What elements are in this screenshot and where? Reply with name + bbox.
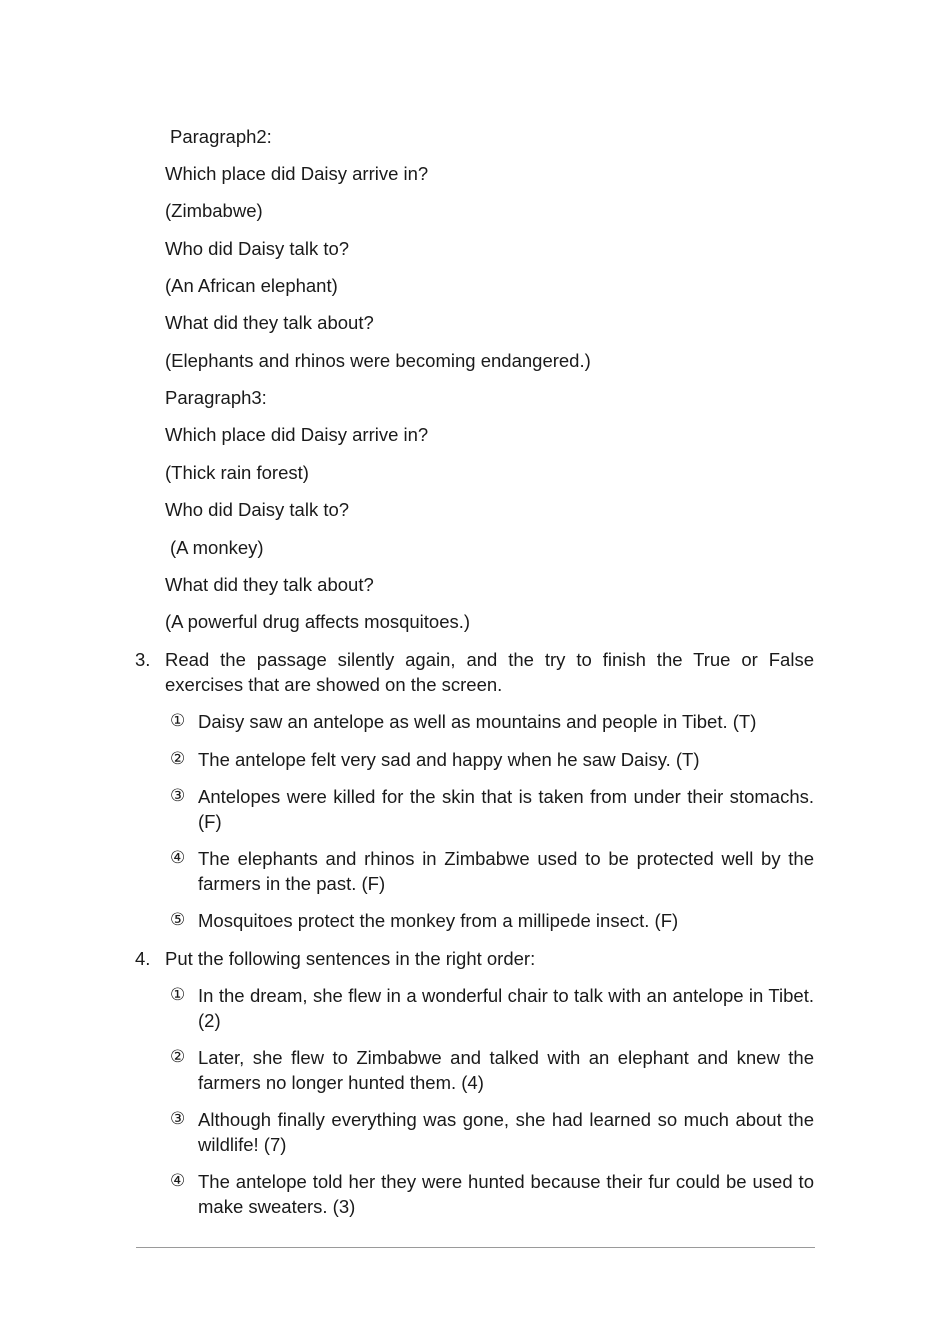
- order-item-2: [170, 1045, 814, 1095]
- sub-item-text: Although finally everything was gone, she had learned so much about the wildlife! (7): [198, 1109, 814, 1155]
- sub-item-text: The antelope felt very sad and happy when he saw Daisy. (T): [198, 749, 700, 770]
- list-item-4: [135, 946, 814, 971]
- true-false-item-2: [170, 747, 814, 772]
- sub-item-text: Mosquitoes protect the monkey from a millipede insect. (F): [198, 910, 679, 931]
- paragraph3-question-place: Which place did Daisy arrive in?: [165, 424, 429, 445]
- paragraph2-answer-place: (Zimbabwe): [165, 200, 263, 221]
- paragraph3-answer-place: (Thick rain forest): [165, 462, 309, 483]
- paragraph3-question-talk: What did they talk about?: [165, 574, 374, 595]
- list-number: 3.: [135, 649, 151, 670]
- list-item-text: Read the passage silently again, and the try to finish the True or False exercises that are showed on the screen.: [165, 649, 814, 695]
- list-item-text: Put the following sentences in the right order:: [165, 948, 536, 969]
- circled-number-icon: ④: [170, 848, 186, 868]
- paragraph3-heading: Paragraph3:: [165, 387, 267, 408]
- paragraph2-heading: Paragraph2:: [170, 126, 272, 147]
- order-item-1: [170, 983, 814, 1033]
- paragraph3-question-who: Who did Daisy talk to?: [165, 499, 350, 520]
- circled-number-icon: ③: [170, 1109, 186, 1129]
- true-false-item-5: [170, 908, 814, 933]
- paragraph2-answer-who: (An African elephant): [165, 275, 338, 296]
- circled-number-icon: ①: [170, 711, 186, 731]
- paragraph3-answer-who: (A monkey): [170, 537, 264, 558]
- list-number: 4.: [135, 948, 151, 969]
- sub-item-text: Daisy saw an antelope as well as mountains and people in Tibet. (T): [198, 711, 757, 732]
- circled-number-icon: ①: [170, 985, 186, 1005]
- order-item-4: [170, 1169, 814, 1219]
- sub-item-text: The elephants and rhinos in Zimbabwe used to be protected well by the farmers in the past. (F): [198, 848, 814, 894]
- circled-number-icon: ②: [170, 1047, 186, 1067]
- list-item-3: [135, 647, 814, 697]
- true-false-item-3: [170, 784, 814, 834]
- true-false-item-1: [170, 709, 814, 734]
- circled-number-icon: ④: [170, 1171, 186, 1191]
- footer-divider: [136, 1247, 815, 1248]
- paragraph2-question-place: Which place did Daisy arrive in?: [165, 163, 429, 184]
- circled-number-icon: ③: [170, 786, 186, 806]
- sub-item-text: Antelopes were killed for the skin that is taken from under their stomachs. (F): [198, 786, 814, 832]
- circled-number-icon: ⑤: [170, 910, 186, 930]
- sub-item-text: Later, she flew to Zimbabwe and talked with an elephant and knew the farmers no longer hunted them. (4): [198, 1047, 814, 1093]
- paragraph2-question-talk: What did they talk about?: [165, 312, 374, 333]
- sub-item-text: In the dream, she flew in a wonderful chair to talk with an antelope in Tibet. (2): [198, 985, 814, 1031]
- circled-number-icon: ②: [170, 749, 186, 769]
- paragraph2-question-who: Who did Daisy talk to?: [165, 238, 350, 259]
- true-false-item-4: [170, 846, 814, 896]
- paragraph2-answer-talk: (Elephants and rhinos were becoming endangered.): [165, 350, 591, 371]
- order-item-3: [170, 1107, 814, 1157]
- paragraph3-answer-talk: (A powerful drug affects mosquitoes.): [165, 611, 471, 632]
- sub-item-text: The antelope told her they were hunted because their fur could be used to make sweaters. (3): [198, 1171, 814, 1217]
